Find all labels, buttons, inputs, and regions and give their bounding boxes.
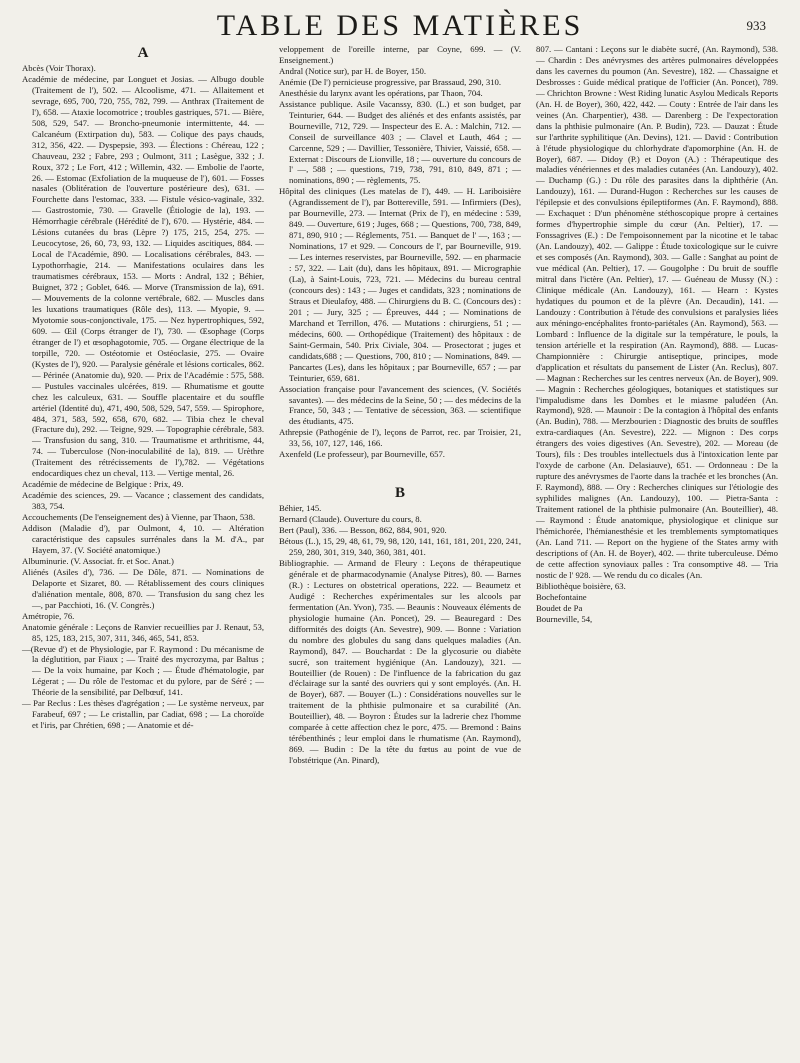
index-entry: Abcès (Voir Thorax). bbox=[22, 63, 96, 73]
index-entry: Bernard (Claude). Ouverture du cours, 8. bbox=[279, 514, 422, 525]
index-entry: — Par Reclus : Les thèses d'agrégation ; — Le système nerveux, par Farabeuf, 697 ; — Le cristallin, par Cadiat, 698 ; — La choroïde et l'iris, par Chrétien, 698 ; — Anatomie et dé- bbox=[22, 698, 264, 731]
index-entry: Accouchements (De l'enseignement des) à Vienne, par Thaon, 538. bbox=[22, 512, 256, 523]
page-number: 933 bbox=[746, 18, 766, 33]
index-entry: Académie des sciences, 29. — Vacance ; classement des candidats, 383, 754. bbox=[22, 490, 264, 512]
index-entry: Anatomie générale : Leçons de Ranvier recueillies par J. Renaut, 53, 85, 125, 183, 215, 307, 311, 346, 465, 541, 853. bbox=[22, 621, 264, 643]
index-entry: Boudet de Pa bbox=[536, 602, 583, 613]
index-entry: Béhier, 145. bbox=[279, 503, 322, 514]
index-entry: Axenfeld (Le professeur), par Bourneville, 657. bbox=[279, 449, 445, 460]
index-entry: Hôpital des cliniques (Les matelas de l'), 449. — H. Lariboisière (Agrandissement de l'), par Bottereville, 591. — Infirmiers (Des), par Bourneville, 273. — Internat (Prix de l'), en médecine : 539, 849. — Ouverture, 619 ; Juges, 668 ; — Questions, 700, 738, 849, 871, 890, 910 ; — Réglements, 751. — Banquet de l' —, 163 ; — Nominations, 17 et 929. — Concours de l', par Bourneville, 919. — Les internes reservistes, par Bourneville, 592. — en pharmacie : 57, 322. — Lait (du), dans les hôpitaux, 891. — Micrographie (La), à Saint-Louis, 723, 721. — Médecins du bureau central (concours des) : 143 ; — Juges et candidats, 323 ; nominations de Straus et Dieulafoy, 488. — Chirurgiens du B. C. (Concours des) : 201 ; — Jury, 325 ; — Épreuves, 444 ; — Nominations de Marchand et Terrillon, 476. — Mutations : chirurgiens, 51 ; — médecins, 600. — Orthopédique (Traitement) des hôpitaux : de Saint-Germain, 540. Prix Civiale, 304. — Prosectorat ; juges et candidats,688 ; — Questions, 700, 810 ; — Nominations, 849. — Pancartes (Les), dans les hôpitaux ; par Bourneville, 657 ; — par Teinturier, 659, 681. bbox=[279, 186, 521, 383]
index-entry: Amétropie, 76. bbox=[22, 610, 75, 621]
page-title: TABLE DES MATIÈRES bbox=[216, 9, 584, 42]
index-entry: Assistance publique. Asile Vacanssy, 830. (L.) et son budget, par Teinturier, 644. — Budget des aliénés et des enfants assistés, par Bourneville, 712, 729. — Inspecteur des E. A. : Malchin, 712. — Conseil de surveillance 403 ; — Clavel et Lauth, 464 ; — Carcenne, 529 ; — Davillier, Tessonière, Thivier, Vaissié, 658. — Externat : Discours de Lionville, 18 ; — ouverture du concours de l' —, 588 ; — questions, 719, 738, 791, 810, 849, 871 ; — nominations, 890 ; — règlements, 75. bbox=[279, 98, 521, 186]
index-entry-continued: veloppement de l'oreille interne, par Coyne, 699. — (V. Enseignement.) bbox=[279, 44, 521, 65]
index-column-3 bbox=[536, 44, 778, 625]
index-entry: —(Revue d') et de Physiologie, par F. Raymond : Du mécanisme de la déglutition, par Fiaux ; — Traité des mycrozyma, par Baltus ; — De la voix humaine, par Koch ; — Étude d'hématologie, par Légerat ; — Du rôle de l'estomac et du pylore, par de Séré ; — Théorie de la sensibilité, par Delbœuf, 141. bbox=[22, 643, 264, 698]
index-entry: Anesthésie du larynx avant les opérations, par Thaon, 704. bbox=[279, 87, 483, 98]
index-entry: Académie de médecine de Belgique : Prix, 49. bbox=[22, 479, 184, 490]
index-entry: Andral (Notice sur), par H. de Boyer, 150. bbox=[279, 65, 427, 76]
index-entry: Aliénés (Asiles d'), 736. — De Dôle, 871. — Nominations de Delaporte et Sizaret, 80. — Rétablissement des cours cliniques d'aliénation mentale, 808, 870. — Transfusion du sang chez les —, par Pacchioti, 16. (V. Congrès.) bbox=[22, 566, 264, 610]
section-letter: B bbox=[394, 485, 405, 502]
index-entry: Bert (Paul), 336. — Besson, 862, 884, 901, 920. bbox=[279, 525, 447, 536]
index-entry: Bibliothèque boisière, 63. bbox=[536, 580, 626, 591]
section-letter: A bbox=[137, 45, 149, 61]
index-column-2 bbox=[279, 44, 521, 766]
index-entry: Bétous (L.), 15, 29, 48, 61, 79, 98, 120, 141, 161, 181, 201, 220, 241, 259, 280, 301, 319, 340, 360, 381, 401. bbox=[279, 536, 521, 558]
index-column-1 bbox=[22, 44, 264, 731]
index-entry: Académie de médecine, par Longuet et Josias. — Albugo double (Traitement de l'), 502. — Alcoolisme, 471. — Allaitement et sevrage, 695, 700, 720, 755, 782, 799. — Anthrax (Traitement de l'), 658. — Ataxie locomotrice ; troubles gastriques, 571. — Bière, 508, 529, 547. — Broncho-pneumonie intermittente, 44. — Calcanéum (Extirpation du), 583. — Colique des pays chauds, 312, 356, 422. — Dyspepsie, 393. — Élections : Chéreau, 122 ; Chauveau, 232 ; Fabre, 293 ; Oulmont, 311 ; Lasègue, 332 ; J. Roux, 372 ; Le Fort, 412 ; Willemin, 432. — Embolie de l'aorte, 26. — Estomac (Exfoliation de la muqueuse de l'), 601. — Fosses nasales (Oblitération de l'ouverture postérieure des), 631. — Fourchette dans l'estomac, 333. — Fistule vésico-vaginale, 332. — Gastrostomie, 730. — Gravelle (Étiologie de la), 193. — Hémorrhagie cérébrale (Hérédité de l'), 670. — Hystérie, 484. — Lésions cutanées du bras (Lèpre ?) 175, 215, 254, 275. — Leucocytose, 26, 60, 73, 93, 132. — Liquides ascitiques, 884. — Local de l'Académie, 890. — Localisations cérébrales, 843. — Lypothorrhagie, 214. — Manifestations oculaires dans les traumatismes cérébraux, 153. — Morts : Andral, 132 ; Béhier, Buignet, 372 ; Goblet, 646. — Morve (Transmission de la), 691. — Mouvements de la colonne vertébrale, 682. — Muscles dans les luxations traumatiques (Rôle des), 113. — Myopie, 9. — Myotomie sous-conjonctivale, 175. — Nez hypertrophiques, 592, 609. — Œil (Corps étranger de l'), 730. — Œsophage (Corps étranger de l') et œsophagotomie, 705. — Organe électrique de la torpille, 720. — Ostéotomie et Ostéoclasie, 275. — Ovaire (Kystes de l'), 920. — Paralysie générale et lésions corticales, 862. — Périnée (Anatomie du), 920. — Prix de l'Académie : 575, 588. — Pustules vaccinales ulcérées, 819. — Rhumatisme et goutte chez les calculeux, 631. — Souffle placentaire et du souffle artériel (Identité du), 471, 490, 508, 529, 547, 559. — Spirophore, 484, 371, 583, 592, 658, 670, 682. — Tibia chez le cheval (Fracture du), 292. — Teigne, 929. — Topographie cérébrale, 583. — Transfusion du sang, 310. — Traumatisme et arthritisme, 44, 74. — Tuberculose (Non-inoculabilité de la), 819. — Urèthre (Traitement des rétrécissements de l'),782. — Végétations endocardiques chez un cheval, 113. — Vertige mental, 26. bbox=[22, 73, 264, 479]
index-entry: Addison (Maladie d'), par Oulmont, 4, 10. — Altération caractéristique des capsules surrénales dans la M. d'A., par Hayem, 37. (V. Société anatomique.) bbox=[22, 523, 264, 555]
index-entry-continued: 807. — Cantani : Leçons sur le diabète sucré, (An. Raymond), 538. — Chardin : Des anévrysmes des artères pulmonaires développées dans les cavernes du poumon (An. Sevestre), 182. — Chassaigne et Desbrosses : Guide médical pratique de l'officier (An. Poncet), 789. — Chrichton Browne : West Riding lunatic Asylou Medicals Reports (An. H. de Boyer), 360, 422, 442. — Couty : Entrée de l'air dans les veines (An. Charpentier), 438. — Darenberg : De l'expectoration dans la phthisie pulmonaire (An. P. Budin), 723. — Dauzat : Étude sur l'arthrite syphilitique (An. Devins), 121. — David : Contribution à l'étude physiologique du chlorhydrate d'apomorphine (An. H. de Boyer), 687. — Didoy (P.) et Doyon (A.) : Thérapeutique des maladies vénériennes et des maladies cutanées (An. Landouzy), 402. — Duchamp (G.) : Du rôle des parasites dans la diphthérie (An. Landouzy), 161. — Durand-Hugon : Recherches sur les causes de l'épilepsie et des convulsions épileptiformes (An. F. Raymond), 888. — Exchaquet : D'un phénomène stéthoscopique propre à certaines formes d'hypertrophie simple du cœur (An. Peltier), 17. — Fonssagrives (E.) : De l'empoisonnement par la nicotine et le tabac (An. Landouzy), 402. — Galippe : Étude toxicologique sur le cuivre et ses composés (An. Raymond), 303. — Galle : Sanghat au point de vue médical (An. Peltier), 17. — Gougolphe : Du bruit de souffle mitral dans l'ictère (An. Peltier), 17. — Guéneau de Mussy (N.) : Clinique médicale (An. Landouzy), 161. — Hearn : Kystes hydatiques du poumon et de la plèvre (An. Decaudin), 141. — Landouzy : Contribution à l'étude des convulsions et paralysies liées aux méningo-encéphalites fronto-pariétales (An. Raymond), 563. — Lombard : Influence de la digitale sur la température, le pouls, la tension artérielle et la respiration (An. Raymond), 888. — Lucas-Championnière : Chirurgie antiseptique, principes, mode d'application et résultats du pansement de Lister (An. Reclus), 807. — Magnan : Recherches sur les centres nerveux (An. de Boyer), 909. — Magnin : Recherches géologiques, botaniques et statistiques sur l'impaludisme dans les Dombes et le miasme paludéen (An. Raymond), 928. — Maunoir : De la contagion à l'hôpital des enfants (An. Budin), 788. — Merzbourien : Diagnostic des bruits de souffles extra-cardiaques (An. Sevestre), 222. — Mignon : Des corps étrangers des voies digestives (An. Sevestre), 202. — Moreau (de Tours), fils : Des troubles intellectuels dus à l'intoxication lente par l'oxyde de carbone (An. Delasiauve), 651. — Ordonneau : De la rupture des anévrysmes de l'aorte dans la trachée et les bronches (An. F. Raymond), 888. — Ory : Recherches cliniques sur l'étiologie des syphilides malignes (An. Landouzy), 100. — Pietra-Santa : Traitement rationel de la phthisie pulmonaire (An. Bouteillier), 48. — Raymond : Étude anatomique, physiologique et clinique sur l'hémichorée, l'hémianesthésie et les tremblements symptomatiques (An. Land 711. — Report on the hygiene of the States army with descriptions of (An. H. de Boyer), 402. — thrite tuberculeuse. Démo de cette affection synoviaux palles : Tra consomptive 48. — Tria nostic de l' 928. — We rendu du co dicales (An. bbox=[536, 44, 778, 580]
index-entry: Albuminurie. (V. Associat. fr. et Soc. Anat.) bbox=[22, 555, 174, 566]
index-entry: Athrepsie (Pathogénie de l'), leçons de Parrot, rec. par Troisier, 21, 33, 56, 107, 127, 146, 166. bbox=[279, 427, 521, 449]
index-entry: Bourneville, 54, bbox=[536, 613, 593, 624]
index-entry: Anémie (De l') pernicieuse progressive, par Brassaud, 290, 310. bbox=[279, 76, 502, 87]
index-entry: Bibliographie. — Armand de Fleury : Leçons de thérapeutique générale et de pharmacodynamie (Analyse Pitres), 80. — Barnes (R.) : Lectures on obstetrical operations, 222. — Beaumetz et Audigé : Recherches expérimentales sur les alcools par fermentation (An. Yvon), 735. — Beaunis : Nouveaux éléments de physiologie humaine (An. Poncet), 29. — Beauregard : Des difformités des doigts (An. Sevestre), 909. — Bonne : Variation du nombre des globules du sang dans quelques maladies (An. Raymond), 847. — Bouchardat : De la glycosurie ou diabète sucré, son traitement hygiénique (An. Landouzy), 321. — Bouteillier (de Rouen) : De l'influence de la fabrication du gaz d'éclairage sur la santé des ouvriers qui y sont employés. (An. H. de Boyer), 687. — Bouyer (L.) : Considérations nouvelles sur le traitement de la phthisie pulmonaire et sa curabilité (An. Bouteillier), 48. — Boyron : Études sur la ladrerie chez l'homme comparée à cette affection chez le porc, 475. — Bremond : Bains térébenthinés ; leur emploi dans le rhumatisme (An. Raymond), 869. — Budin : De la tête du fœtus au point de vue de l'obstétrique (An. Pinard), bbox=[279, 557, 521, 766]
index-entry: Association française pour l'avancement des sciences, (V. Sociétés savantes). — des médecins de la Seine, 50 ; — des médecins de la France, 50, 343 ; — Tentative de sécession, 363. — scientifique des étudiants, 475. bbox=[279, 383, 521, 427]
index-entry: Bochefontaine bbox=[536, 591, 587, 602]
